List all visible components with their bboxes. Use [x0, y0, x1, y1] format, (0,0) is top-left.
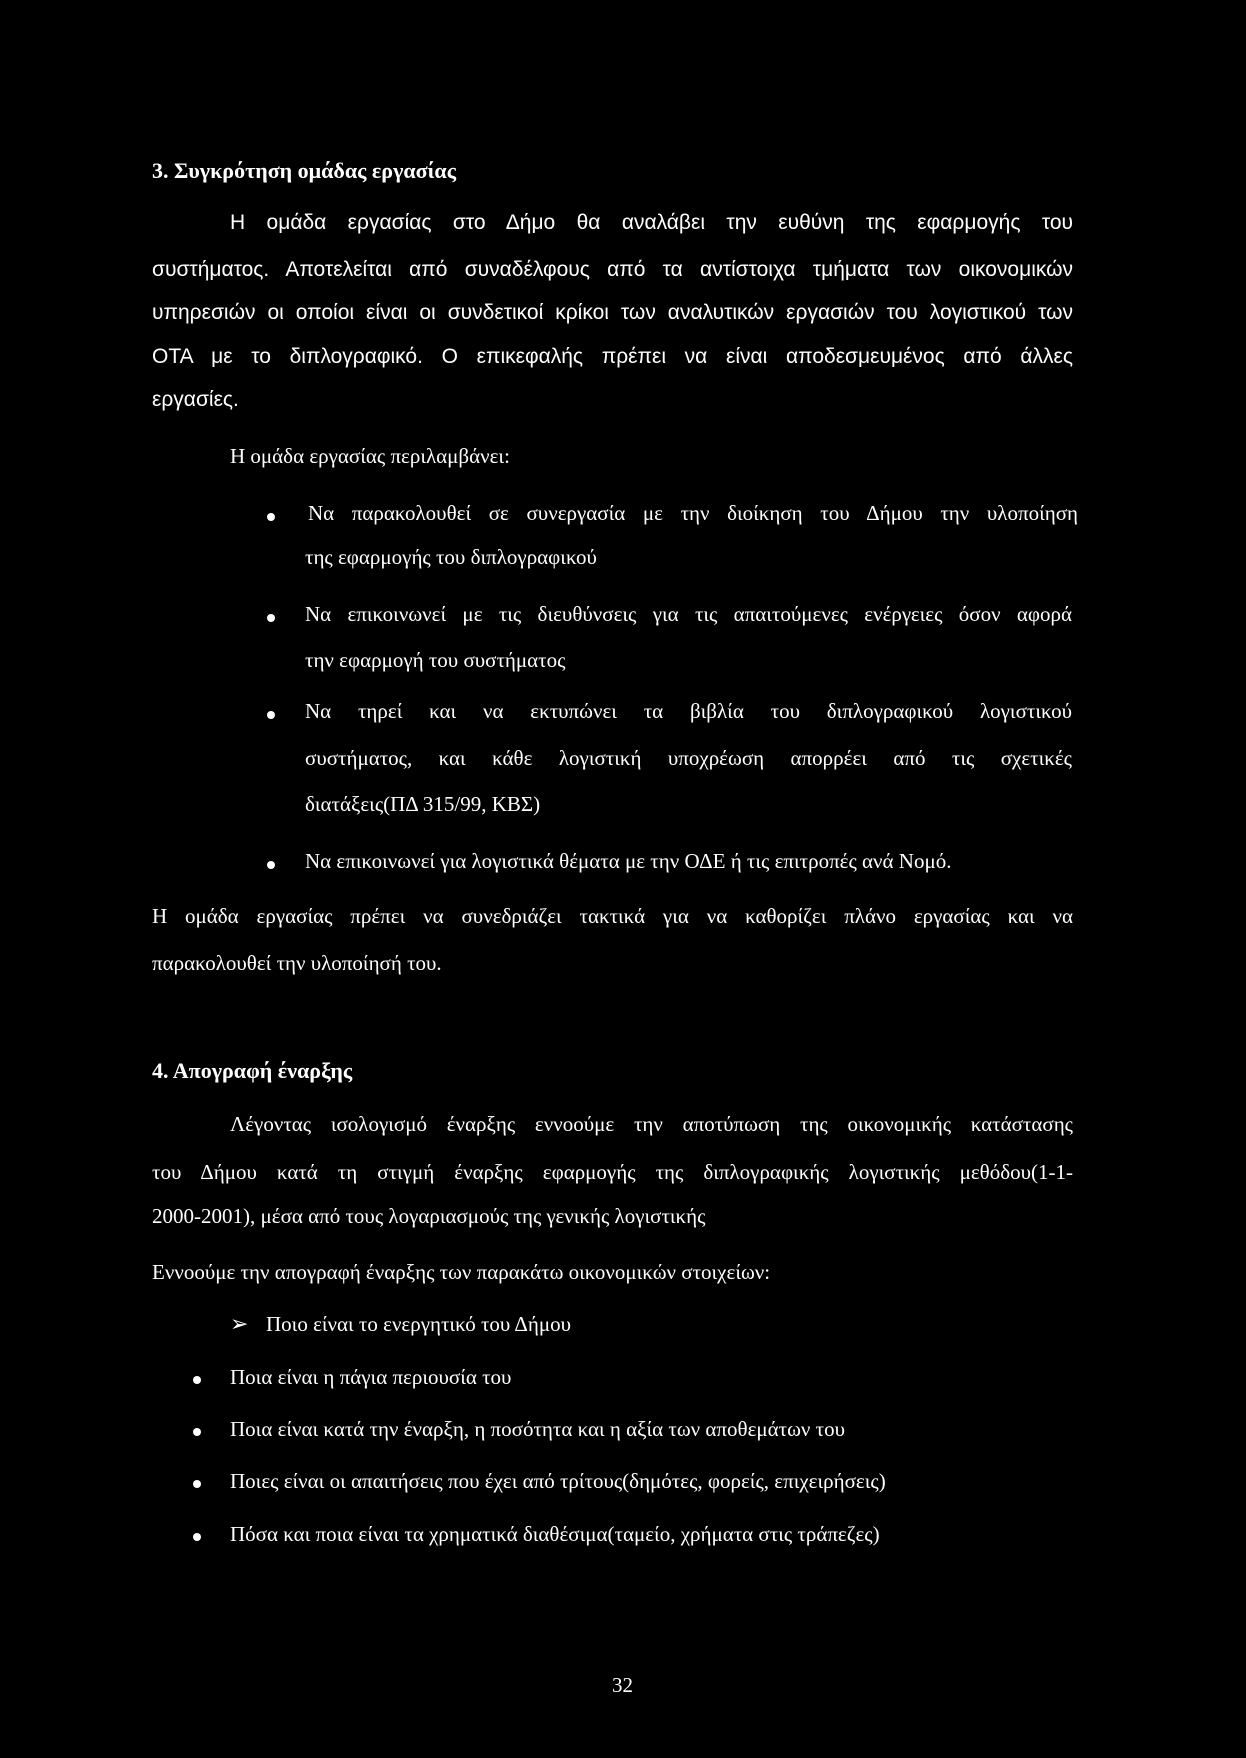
closing-line: παρακολουθεί την υλοποίησή του.	[152, 951, 442, 975]
section-4-heading: 4. Απογραφή έναρξης	[152, 1058, 353, 1083]
bullet-item-line: συστήματος, και κάθε λογιστική υποχρέωση απορρέει από τις σχετικές	[305, 746, 1072, 770]
page-number: 32	[612, 1673, 633, 1697]
bullet-item-line: διατάξεις(ΠΔ 315/99, ΚΒΣ)	[305, 792, 541, 816]
paragraph-line: υπηρεσιών οι οποίοι είναι οι συνδετικοί κρίκοι των αναλυτικών εργασιών του λογιστικού των	[152, 301, 1073, 324]
bullet-dot	[193, 1533, 201, 1541]
bullet-dot	[267, 711, 275, 719]
paragraph-line: συστήματος. Αποτελείται από συναδέλφους από τα αντίστοιχα τμήματα των οικονομικών	[152, 258, 1073, 281]
bullet-dot	[267, 614, 275, 622]
bullet-item-line: την εφαρμογή του συστήματος	[305, 648, 566, 672]
bullet-item-line: Να επικοινωνεί με τις διευθύνσεις για τις απαιτούμενες ενέργειες όσον αφορά	[305, 602, 1072, 626]
team-intro: Η ομάδα εργασίας περιλαμβάνει:	[230, 444, 510, 468]
inventory-item: Ποια είναι η πάγια περιουσία του	[230, 1365, 512, 1389]
bullet-dot	[193, 1376, 201, 1384]
bullet-item-line: της εφαρμογής του διπλογραφικού	[305, 545, 597, 569]
paragraph-line: Η ομάδα εργασίας στο Δήμο θα αναλάβει την ευθύνη της εφαρμογής του	[230, 211, 1073, 234]
inventory-intro: Εννοούμε την απογραφή έναρξης των παρακάτω οικονομικών στοιχείων:	[152, 1260, 771, 1284]
arrow-item: Ποιο είναι το ενεργητικό του Δήμου	[266, 1312, 572, 1336]
inventory-item: Ποια είναι κατά την έναρξη, η ποσότητα και η αξία των αποθεμάτων του	[230, 1417, 845, 1441]
bullet-dot	[193, 1480, 201, 1488]
closing-line: Η ομάδα εργασίας πρέπει να συνεδριάζει τακτικά για να καθορίζει πλάνο εργασίας και να	[152, 904, 1073, 928]
bullet-item-line: Να τηρεί και να εκτυπώνει τα βιβλία του διπλογραφικού λογιστικού	[305, 699, 1072, 723]
paragraph-line: εργασίες.	[152, 388, 239, 411]
paragraph-line: ΟΤΑ με το διπλογραφικό. Ο επικεφαλής πρέπει να είναι αποδεσμευμένος από άλλες	[152, 345, 1073, 368]
bullet-dot	[267, 513, 275, 521]
inventory-item: Πόσα και ποια είναι τα χρηματικά διαθέσιμα(ταμείο, χρήματα στις τράπεζες)	[230, 1522, 880, 1546]
bullet-item-line: Να παρακολουθεί σε συνεργασία με την διοίκηση του Δήμου την υλοποίηση	[308, 501, 1078, 525]
bullet-item-line: Να επικοινωνεί για λογιστικά θέματα με την ΟΔΕ ή τις επιτροπές ανά Νομό.	[305, 849, 952, 873]
paragraph-line: του Δήμου κατά τη στιγμή έναρξης εφαρμογής της διπλογραφικής λογιστικής μεθόδου(1-1-	[152, 1160, 1073, 1184]
paragraph-line: Λέγοντας ισολογισμό έναρξης εννοούμε την αποτύπωση της οικονομικής κατάστασης	[230, 1112, 1073, 1136]
arrow-bullet-icon: ➢	[230, 1311, 249, 1336]
inventory-item: Ποιες είναι οι απαιτήσεις που έχει από τρίτους(δημότες, φορείς, επιχειρήσεις)	[230, 1469, 886, 1493]
section-3-heading: 3. Συγκρότηση ομάδας εργασίας	[152, 158, 456, 183]
bullet-dot	[267, 861, 275, 869]
bullet-dot	[193, 1428, 201, 1436]
paragraph-line: 2000-2001), μέσα από τους λογαριασμούς της γενικής λογιστικής	[152, 1204, 706, 1228]
